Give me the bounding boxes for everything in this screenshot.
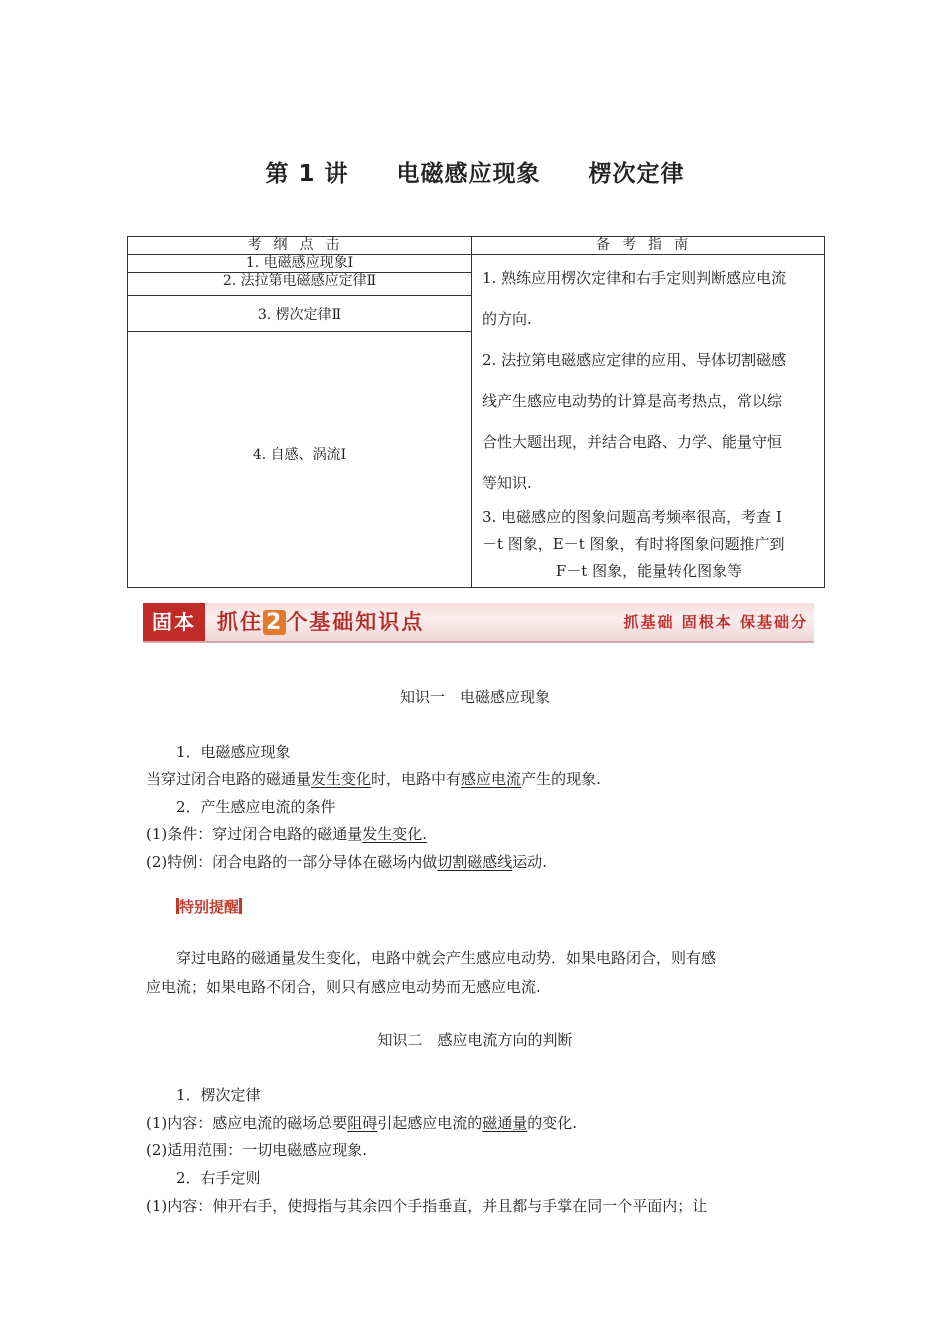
underlined-term: 磁通量 — [482, 1114, 528, 1132]
k1-item-1-text: 当穿过闭合电路的磁通量发生变化时，电路中有感应电流产生的现象. — [146, 770, 601, 788]
exam-point-2: 2. 法拉第电磁感应定律Ⅱ — [128, 273, 472, 296]
guide-line: 的方向. — [482, 310, 532, 328]
guide-line: 1. 熟练应用楞次定律和右手定则判断感应电流 — [482, 269, 787, 287]
knowledge-2-heading: 知识二 感应电流方向的判断 — [377, 1031, 573, 1049]
k2-item-2-1: (1)内容：伸开右手，使拇指与其余四个手指垂直，并且都与手掌在同一个平面内；让 — [146, 1197, 708, 1215]
exam-outline-table — [127, 236, 825, 588]
k2-item-2: 2．右手定则 — [176, 1169, 261, 1187]
section-banner — [143, 603, 814, 643]
page-title — [0, 155, 950, 188]
k2-item-1-1: (1)内容：感应电流的磁场总要阻碍引起感应电流的磁通量的变化. — [146, 1114, 578, 1132]
banner-title: 抓住 2 个基础知识点 — [217, 610, 425, 635]
reminder-line-1: 穿过电路的磁通量发生变化，电路中就会产生感应电动势．如果电路闭合，则有感 — [176, 949, 717, 967]
study-guide-cell — [472, 255, 825, 588]
underlined-term: 发生变化 — [311, 770, 372, 788]
k2-item-1: 1．楞次定律 — [176, 1086, 261, 1104]
exam-point-4: 4. 自感、涡流Ⅰ — [128, 332, 472, 588]
guide-line: 3. 电磁感应的图象问题高考频率很高，考查 I — [482, 508, 782, 526]
guide-line: 合性大题出现，并结合电路、力学、能量守恒 — [482, 433, 783, 451]
banner-tagline: 抓基础 固根本 保基础分 — [623, 613, 808, 631]
exam-point-1: 1. 电磁感应现象Ⅰ — [128, 255, 472, 273]
title-topic-1: 电磁感应现象 — [396, 161, 541, 187]
reminder-line-2: 应电流；如果电路不闭合，则只有感应电动势而无感应电流. — [146, 978, 541, 996]
col-header-exam-points: 考纲点击 — [128, 237, 472, 255]
guide-line: －t 图象，E－t 图象，有时将图象问题推广到 — [482, 535, 785, 553]
guide-line: 等知识. — [482, 474, 532, 492]
special-reminder-label: 特别提醒 — [176, 896, 242, 917]
underlined-term: 阻碍 — [347, 1114, 378, 1132]
underlined-term: 切割磁感线 — [437, 853, 513, 871]
exam-point-3: 3. 楞次定律Ⅱ — [128, 296, 472, 332]
banner-badge: 固本 — [143, 603, 205, 641]
title-topic-2: 楞次定律 — [588, 161, 685, 187]
col-header-study-guide: 备考指南 — [472, 237, 825, 255]
k1-item-2-2: (2)特例：闭合电路的一部分导体在磁场内做切割磁感线运动. — [146, 853, 548, 871]
title-lecture: 第 1 讲 — [265, 161, 349, 187]
guide-line: F－t 图象，能量转化图象等 — [555, 562, 743, 580]
underlined-term: 发生变化. — [362, 825, 428, 843]
k1-item-2-1: (1)条件：穿过闭合电路的磁通量发生变化. — [146, 825, 428, 843]
k2-item-1-2: (2)适用范围：一切电磁感应现象. — [146, 1141, 368, 1159]
underlined-term: 感应电流 — [461, 770, 522, 788]
k1-item-1: 1．电磁感应现象 — [176, 743, 291, 761]
guide-line: 2. 法拉第电磁感应定律的应用、导体切割磁感 — [482, 351, 787, 369]
guide-line: 线产生感应电动势的计算是高考热点，常以综 — [482, 392, 783, 410]
k1-item-2: 2．产生感应电流的条件 — [176, 798, 336, 816]
banner-number: 2 — [263, 610, 286, 635]
knowledge-1-heading: 知识一 电磁感应现象 — [399, 688, 550, 706]
